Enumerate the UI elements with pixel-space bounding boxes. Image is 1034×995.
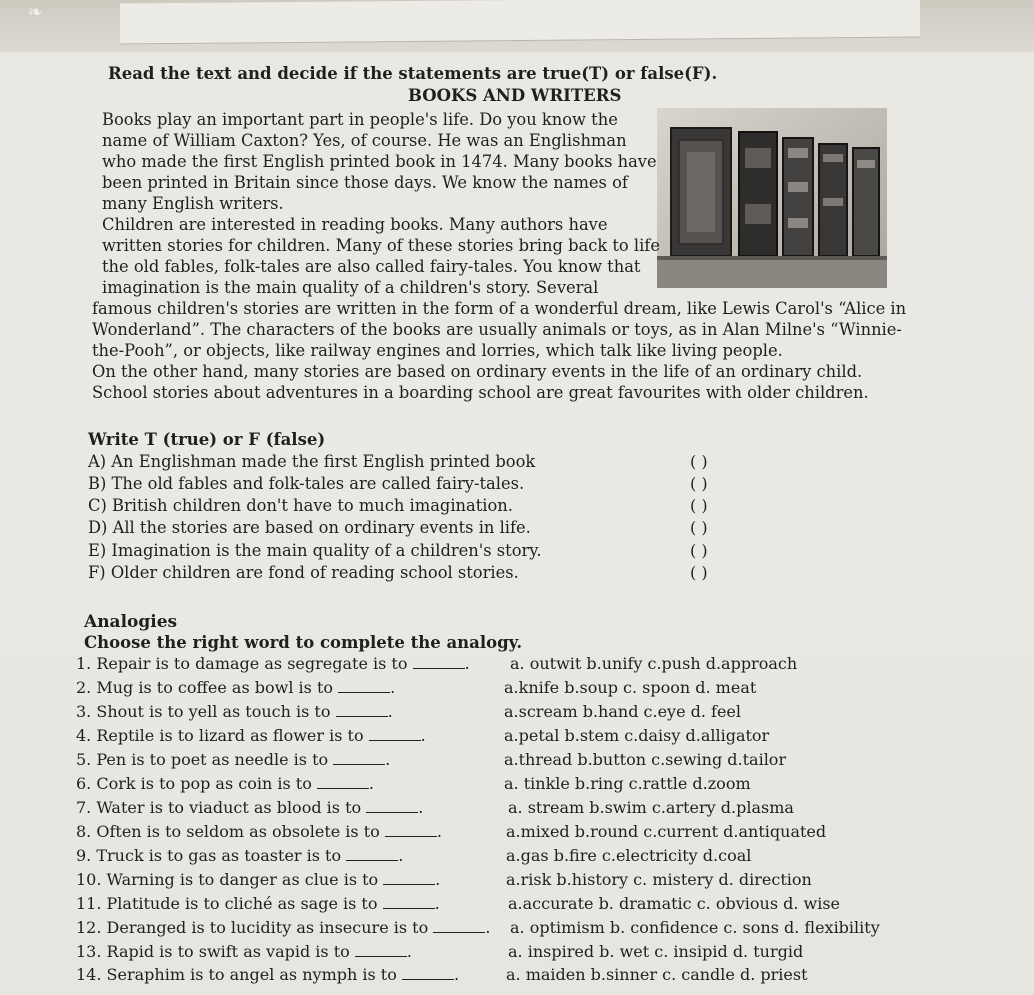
analogy-options: a.gas b.fire c.electricity d.coal	[506, 846, 752, 865]
passage-line: name of William Caxton? Yes, of course. He was an Englishman	[102, 131, 627, 150]
tf-statement-f: F) Older children are fond of reading school stories.	[88, 563, 519, 582]
tf-answer-box-d[interactable]: ( )	[690, 518, 708, 537]
period: .	[434, 894, 440, 913]
analogy-question	[76, 702, 393, 722]
answer-blank[interactable]	[369, 726, 421, 741]
old-books-illustration	[657, 108, 887, 288]
analogy-options: a.knife b.soup c. spoon d. meat	[504, 678, 757, 697]
passage-line: famous children's stories are written in the form of a wonderful dream, like Lewis Carol's “Alice in	[92, 299, 907, 318]
analogy-question-text: 9. Truck is to gas as toaster is to	[76, 846, 347, 865]
passage-line: On the other hand, many stories are based on ordinary events in the life of an ordinary child.	[92, 362, 863, 381]
period: .	[385, 750, 391, 769]
analogy-question-text: 11. Platitude is to cliché as sage is to	[76, 894, 383, 913]
answer-blank[interactable]	[355, 942, 407, 957]
passage-line: written stories for children. Many of these stories bring back to life	[102, 236, 660, 255]
period: .	[436, 822, 442, 841]
analogy-question-text: 13. Rapid is to swift as vapid is to	[76, 942, 355, 961]
passage-line: the-Pooh”, or objects, like railway engines and lorries, which talk like living people.	[92, 341, 783, 360]
passage-title: BOOKS AND WRITERS	[408, 86, 622, 105]
analogy-question-text: 8. Often is to seldom as obsolete is to	[76, 822, 385, 841]
tf-statement-c: C) British children don't have to much imagination.	[88, 496, 513, 515]
analogy-question-text: 5. Pen is to poet as needle is to	[76, 750, 334, 769]
analogy-options: a. inspired b. wet c. insipid d. turgid	[508, 942, 804, 961]
analogy-options: a.thread b.button c.sewing d.tailor	[504, 750, 787, 769]
passage-line: who made the first English printed book in 1474. Many books have	[102, 152, 657, 171]
period: .	[368, 774, 375, 793]
answer-blank[interactable]	[346, 846, 398, 861]
answer-blank[interactable]	[383, 894, 435, 909]
analogy-options: a.accurate b. dramatic c. obvious d. wise	[508, 894, 841, 913]
answer-blank[interactable]	[413, 654, 465, 669]
analogy-question	[76, 726, 426, 746]
analogy-question-text: 14. Seraphim is to angel as nymph is to	[76, 965, 402, 984]
period: .	[453, 965, 460, 984]
analogy-question-text: 6. Cork is to pop as coin is to	[76, 774, 317, 793]
analogy-question	[76, 870, 440, 890]
true-false-heading: Write T (true) or F (false)	[88, 430, 326, 449]
period: .	[485, 918, 491, 937]
tf-answer-box-b[interactable]: ( )	[690, 474, 708, 493]
analogy-question-text: 4. Reptile is to lizard as flower is to	[76, 726, 369, 745]
analogy-question	[76, 750, 390, 770]
analogy-question	[76, 918, 490, 938]
period: .	[420, 726, 426, 745]
tf-answer-box-f[interactable]: ( )	[690, 563, 708, 582]
analogy-question-text: 3. Shout is to yell as touch is to	[76, 702, 336, 721]
passage-line: School stories about adventures in a boarding school are great favourites with older children.	[92, 383, 869, 402]
answer-blank[interactable]	[385, 822, 437, 837]
passage-line: the old fables, folk-tales are also called fairy-tales. You know that	[102, 257, 641, 276]
period: .	[398, 846, 404, 865]
analogy-question	[76, 774, 374, 794]
passage-line: been printed in Britain since those days. We know the names of	[102, 173, 628, 192]
tf-statement-b: B) The old fables and folk-tales are called fairy-tales.	[88, 474, 525, 493]
analogy-question	[76, 798, 423, 818]
analogy-question	[76, 846, 403, 866]
passage-line: Children are interested in reading books. Many authors have	[102, 215, 608, 234]
period: .	[406, 942, 412, 961]
answer-blank[interactable]	[338, 678, 390, 693]
answer-blank[interactable]	[402, 965, 454, 980]
period: .	[418, 798, 424, 817]
analogy-question-text: 7. Water is to viaduct as blood is to	[76, 798, 367, 817]
analogy-question	[76, 654, 470, 674]
tf-statement-a: A) An Englishman made the first English printed book	[88, 452, 536, 471]
analogy-question	[76, 894, 440, 914]
period: .	[435, 870, 441, 889]
analogy-options: a. outwit b.unify c.push d.approach	[510, 654, 798, 673]
passage-line: Books play an important part in people's life. Do you know the	[102, 110, 618, 129]
analogy-question	[76, 822, 442, 842]
passage-line: many English writers.	[102, 194, 284, 213]
period: .	[390, 678, 396, 697]
analogy-question-text: 12. Deranged is to lucidity as insecure is to	[76, 918, 434, 937]
analogy-question-text: 10. Warning is to danger as clue is to	[76, 870, 384, 889]
answer-blank[interactable]	[366, 798, 418, 813]
analogy-options: a.petal b.stem c.daisy d.alligator	[504, 726, 770, 745]
analogy-question-text: 1. Repair is to damage as segregate is to	[76, 654, 413, 673]
analogy-options: a. maiden b.sinner c. candle d. priest	[506, 965, 808, 984]
corner-scribble-icon: ❧	[28, 2, 44, 23]
top-paper-edge	[120, 0, 920, 44]
period: .	[464, 654, 470, 673]
tf-answer-box-c[interactable]: ( )	[690, 496, 708, 515]
analogy-question	[76, 965, 459, 985]
answer-blank[interactable]	[333, 750, 385, 765]
analogy-options: a.risk b.history c. mistery d. direction	[506, 870, 812, 889]
analogy-options: a. stream b.swim c.artery d.plasma	[508, 798, 794, 817]
period: .	[387, 702, 393, 721]
tf-statement-d: D) All the stories are based on ordinary events in life.	[88, 518, 531, 537]
tf-answer-box-a[interactable]: ( )	[690, 452, 708, 471]
answer-blank[interactable]	[336, 702, 388, 717]
analogy-question	[76, 678, 395, 698]
passage-line: Wonderland”. The characters of the books are usually animals or toys, as in Alan Milne's “Winnie-	[92, 320, 902, 339]
analogy-options: a.scream b.hand c.eye d. feel	[504, 702, 742, 721]
answer-blank[interactable]	[317, 774, 369, 789]
analogies-subheading: Choose the right word to complete the analogy.	[84, 633, 523, 652]
passage-line: imagination is the main quality of a children's story. Several	[102, 278, 599, 297]
analogies-heading: Analogies	[84, 612, 178, 632]
answer-blank[interactable]	[383, 870, 435, 885]
analogy-question-text: 2. Mug is to coffee as bowl is to	[76, 678, 339, 697]
analogy-options: a.mixed b.round c.current d.antiquated	[506, 822, 827, 841]
analogy-options: a. tinkle b.ring c.rattle d.zoom	[504, 774, 751, 793]
tf-statement-e: E) Imagination is the main quality of a children's story.	[88, 541, 542, 560]
answer-blank[interactable]	[433, 918, 485, 933]
analogy-question	[76, 942, 412, 962]
instruction-text: Read the text and decide if the statements are true(T) or false(F).	[108, 64, 718, 83]
analogy-options: a. optimism b. confidence c. sons d. flexibility	[510, 918, 880, 937]
tf-answer-box-e[interactable]: ( )	[690, 541, 708, 560]
